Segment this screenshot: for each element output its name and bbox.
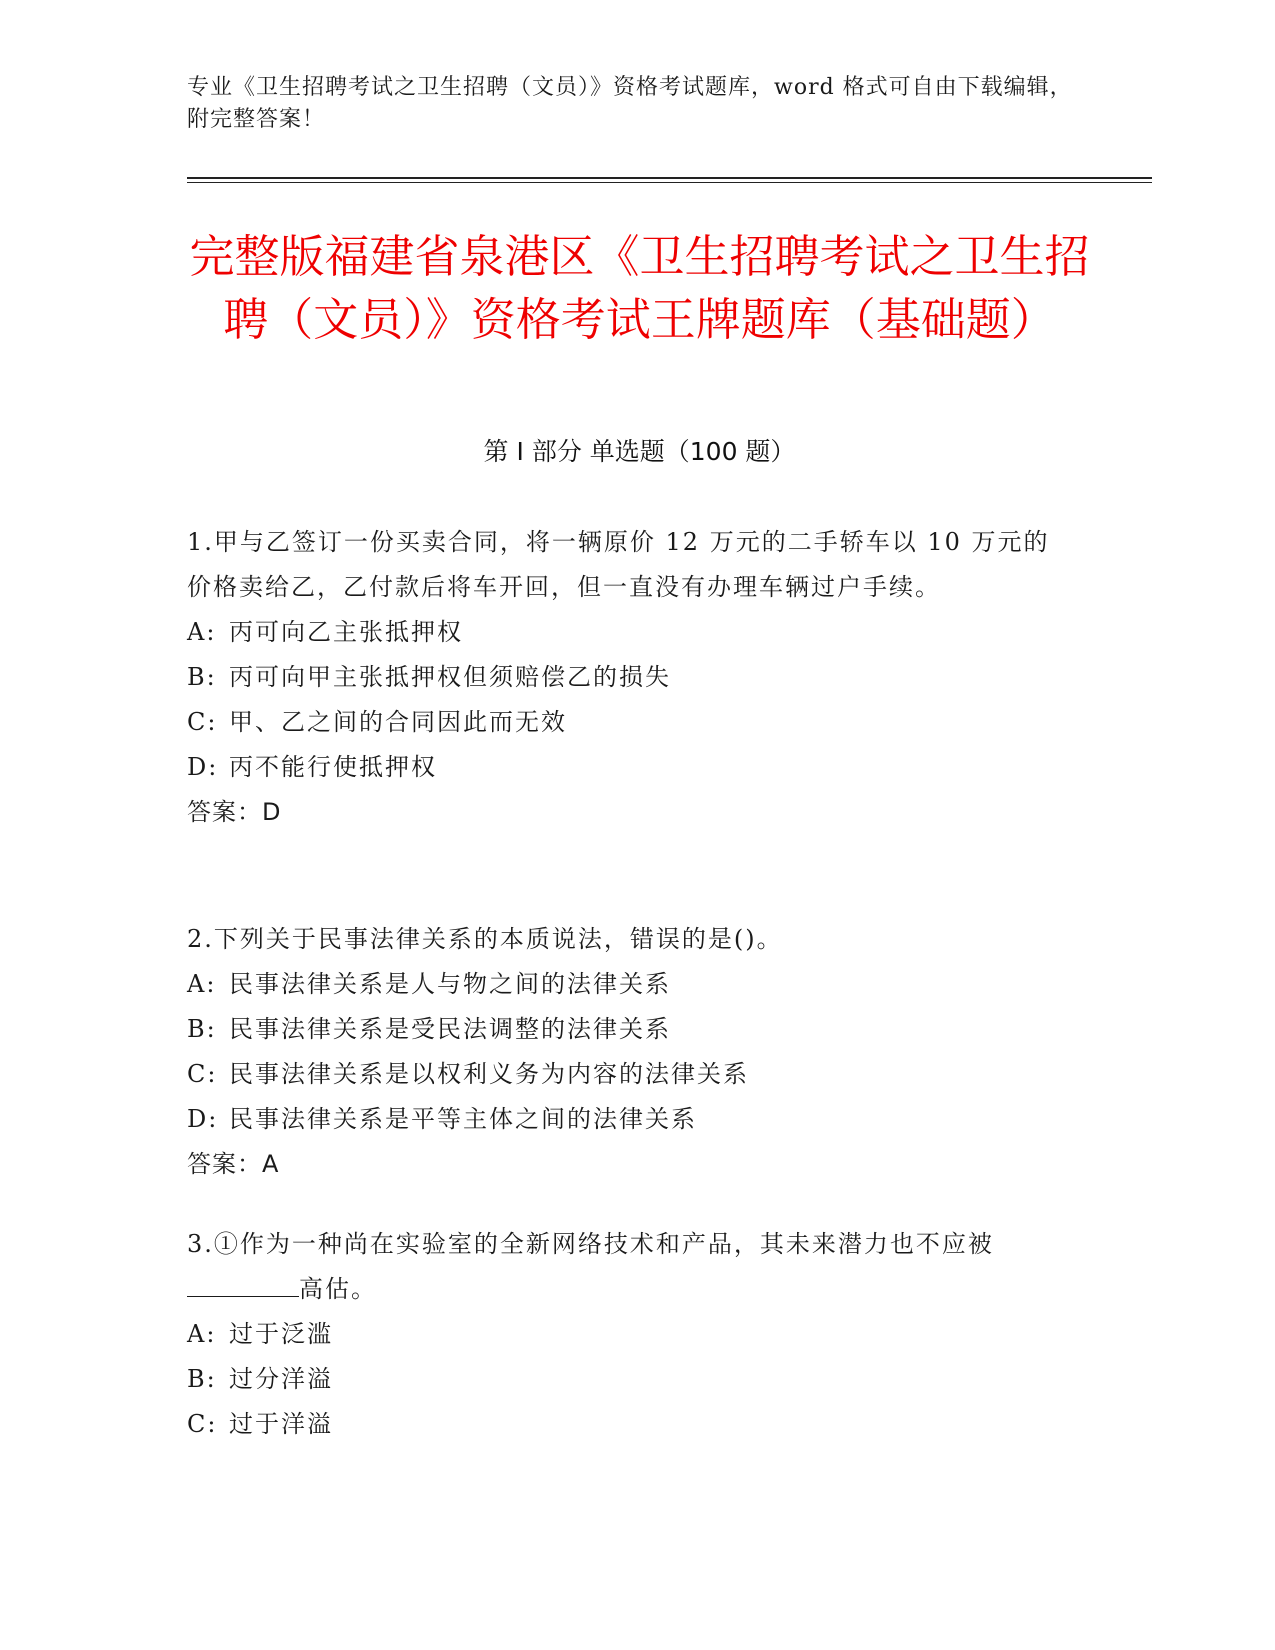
option-c [187,1052,1057,1097]
header-divider-thick [187,177,1152,179]
option-d [187,1097,1057,1142]
option-letter: B: [187,663,217,691]
option-text: 过于泛滥 [229,1320,333,1348]
section-title: 第 I 部分 单选题（100 题） [483,437,796,466]
question-stem-before: 3.①作为一种尚在实验室的全新网络技术和产品，其未来潜力也不应被 [187,1230,994,1258]
answer: 答案：D [187,798,282,826]
question-stem: 1.甲与乙签订一份买卖合同，将一辆原价 12 万元的二手轿车以 10 万元的价格卖给乙，乙付款后将车开回，但一直没有办理车辆过户手续。 [187,528,1050,601]
question-stem-after: 高估。 [299,1275,377,1303]
question-stem [187,1222,1057,1312]
option-a [187,962,1057,1007]
question-2 [187,917,1057,1187]
option-text: 丙可向甲主张抵押权但须赔偿乙的损失 [229,663,671,691]
option-a [187,1312,1057,1357]
option-letter: A: [187,618,217,646]
option-b [187,1357,1057,1402]
option-letter: A: [187,1320,217,1348]
option-letter: C: [187,1410,218,1438]
question-3 [187,1222,1057,1447]
option-text: 过于洋溢 [229,1410,333,1438]
option-text: 丙不能行使抵押权 [229,753,437,781]
option-a [187,610,1057,655]
option-c [187,700,1057,745]
option-letter: D: [187,1105,219,1133]
option-letter: B: [187,1365,217,1393]
header-divider-thin [187,182,1152,183]
option-c [187,1402,1057,1447]
option-text: 甲、乙之间的合同因此而无效 [229,708,567,736]
option-text: 民事法律关系是以权利义务为内容的法律关系 [229,1060,749,1088]
option-letter: C: [187,1060,218,1088]
fill-blank [187,1274,299,1297]
option-text: 民事法律关系是人与物之间的法律关系 [229,970,671,998]
question-1 [187,520,1057,835]
option-letter: C: [187,708,218,736]
option-d [187,745,1057,790]
option-b [187,655,1057,700]
option-letter: B: [187,1015,217,1043]
document-title: 完整版福建省泉港区《卫生招聘考试之卫生招聘（文员）》资格考试王牌题库（基础题） [189,230,1090,346]
option-text: 民事法律关系是受民法调整的法律关系 [229,1015,671,1043]
question-stem: 2.下列关于民事法律关系的本质说法，错误的是()。 [187,925,783,953]
option-text: 过分洋溢 [229,1365,333,1393]
header-note: 专业《卫生招聘考试之卫生招聘（文员）》资格考试题库，word 格式可自由下载编辑，附完整答案！ [187,75,1073,132]
option-letter: A: [187,970,217,998]
option-text: 民事法律关系是平等主体之间的法律关系 [229,1105,697,1133]
option-letter: D: [187,753,219,781]
answer: 答案：A [187,1150,280,1178]
option-b [187,1007,1057,1052]
option-text: 丙可向乙主张抵押权 [229,618,463,646]
